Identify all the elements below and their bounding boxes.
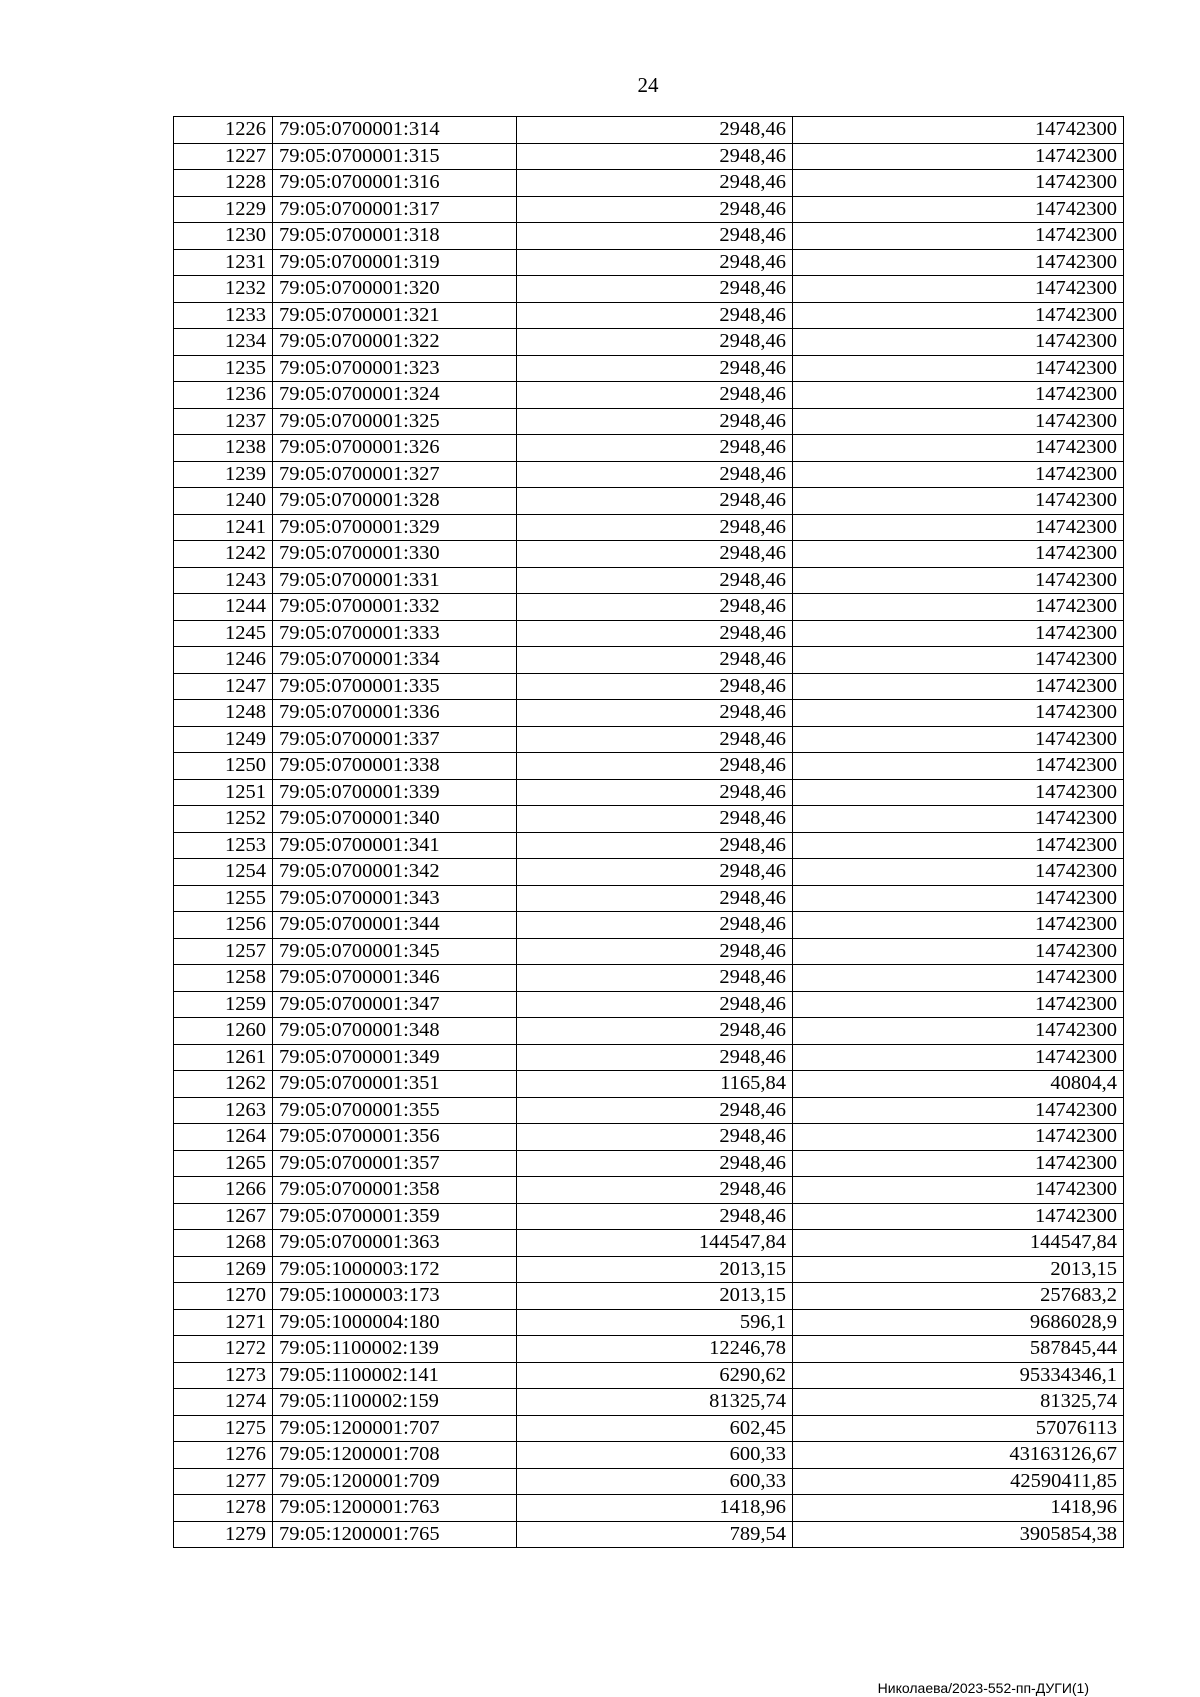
area-cell: 2948,46 xyxy=(517,302,793,329)
table-row xyxy=(174,1230,1124,1257)
area-cell: 2948,46 xyxy=(517,832,793,859)
value-cell: 9686028,9 xyxy=(793,1309,1124,1336)
value-cell: 14742300 xyxy=(793,938,1124,965)
table-row xyxy=(174,329,1124,356)
table-row xyxy=(174,753,1124,780)
value-cell: 40804,4 xyxy=(793,1071,1124,1098)
value-cell: 43163126,67 xyxy=(793,1442,1124,1469)
row-number-cell: 1279 xyxy=(174,1521,273,1548)
area-cell: 2948,46 xyxy=(517,965,793,992)
table-row xyxy=(174,1442,1124,1469)
table-row xyxy=(174,1309,1124,1336)
table-row xyxy=(174,912,1124,939)
row-number-cell: 1278 xyxy=(174,1495,273,1522)
value-cell: 14742300 xyxy=(793,567,1124,594)
value-cell: 14742300 xyxy=(793,991,1124,1018)
value-cell: 14742300 xyxy=(793,117,1124,144)
cadastral-number-cell: 79:05:1200001:709 xyxy=(273,1468,517,1495)
value-cell: 14742300 xyxy=(793,408,1124,435)
table-row xyxy=(174,1018,1124,1045)
row-number-cell: 1254 xyxy=(174,859,273,886)
cadastral-number-cell: 79:05:0700001:357 xyxy=(273,1150,517,1177)
table-row xyxy=(174,1521,1124,1548)
table-row xyxy=(174,488,1124,515)
table-row xyxy=(174,726,1124,753)
cadastral-number-cell: 79:05:0700001:333 xyxy=(273,620,517,647)
cadastral-number-cell: 79:05:0700001:341 xyxy=(273,832,517,859)
area-cell: 2948,46 xyxy=(517,1177,793,1204)
cadastral-number-cell: 79:05:0700001:330 xyxy=(273,541,517,568)
row-number-cell: 1235 xyxy=(174,355,273,382)
cadastral-number-cell: 79:05:1000003:173 xyxy=(273,1283,517,1310)
row-number-cell: 1274 xyxy=(174,1389,273,1416)
area-cell: 2948,46 xyxy=(517,355,793,382)
cadastral-number-cell: 79:05:0700001:346 xyxy=(273,965,517,992)
table-row xyxy=(174,673,1124,700)
value-cell: 95334346,1 xyxy=(793,1362,1124,1389)
cadastral-number-cell: 79:05:0700001:319 xyxy=(273,249,517,276)
row-number-cell: 1232 xyxy=(174,276,273,303)
row-number-cell: 1259 xyxy=(174,991,273,1018)
value-cell: 14742300 xyxy=(793,1150,1124,1177)
value-cell: 14742300 xyxy=(793,223,1124,250)
table-row xyxy=(174,779,1124,806)
cadastral-number-cell: 79:05:0700001:358 xyxy=(273,1177,517,1204)
row-number-cell: 1268 xyxy=(174,1230,273,1257)
row-number-cell: 1231 xyxy=(174,249,273,276)
area-cell: 81325,74 xyxy=(517,1389,793,1416)
row-number-cell: 1262 xyxy=(174,1071,273,1098)
row-number-cell: 1234 xyxy=(174,329,273,356)
table-row xyxy=(174,435,1124,462)
value-cell: 3905854,38 xyxy=(793,1521,1124,1548)
row-number-cell: 1242 xyxy=(174,541,273,568)
cadastral-number-cell: 79:05:0700001:322 xyxy=(273,329,517,356)
row-number-cell: 1265 xyxy=(174,1150,273,1177)
table-row xyxy=(174,1389,1124,1416)
value-cell: 14742300 xyxy=(793,461,1124,488)
value-cell: 14742300 xyxy=(793,647,1124,674)
cadastral-number-cell: 79:05:0700001:348 xyxy=(273,1018,517,1045)
area-cell: 2948,46 xyxy=(517,567,793,594)
table-row xyxy=(174,1177,1124,1204)
row-number-cell: 1240 xyxy=(174,488,273,515)
table-body xyxy=(174,117,1124,1548)
cadastral-number-cell: 79:05:0700001:342 xyxy=(273,859,517,886)
row-number-cell: 1236 xyxy=(174,382,273,409)
table-row xyxy=(174,408,1124,435)
row-number-cell: 1260 xyxy=(174,1018,273,1045)
table-row xyxy=(174,117,1124,144)
row-number-cell: 1227 xyxy=(174,143,273,170)
area-cell: 2948,46 xyxy=(517,647,793,674)
cadastral-number-cell: 79:05:0700001:323 xyxy=(273,355,517,382)
table-row xyxy=(174,170,1124,197)
table-row xyxy=(174,620,1124,647)
area-cell: 2948,46 xyxy=(517,753,793,780)
table-row xyxy=(174,859,1124,886)
table-row xyxy=(174,382,1124,409)
row-number-cell: 1261 xyxy=(174,1044,273,1071)
table-row xyxy=(174,647,1124,674)
area-cell: 2948,46 xyxy=(517,726,793,753)
area-cell: 2948,46 xyxy=(517,912,793,939)
table-row xyxy=(174,1336,1124,1363)
row-number-cell: 1277 xyxy=(174,1468,273,1495)
table-row xyxy=(174,885,1124,912)
table-row xyxy=(174,302,1124,329)
value-cell: 1418,96 xyxy=(793,1495,1124,1522)
area-cell: 2948,46 xyxy=(517,408,793,435)
cadastral-number-cell: 79:05:1100002:141 xyxy=(273,1362,517,1389)
row-number-cell: 1249 xyxy=(174,726,273,753)
value-cell: 14742300 xyxy=(793,1203,1124,1230)
value-cell: 14742300 xyxy=(793,1044,1124,1071)
area-cell: 2948,46 xyxy=(517,594,793,621)
area-cell: 2948,46 xyxy=(517,435,793,462)
area-cell: 2948,46 xyxy=(517,196,793,223)
area-cell: 2948,46 xyxy=(517,1044,793,1071)
cadastral-number-cell: 79:05:0700001:326 xyxy=(273,435,517,462)
value-cell: 14742300 xyxy=(793,488,1124,515)
area-cell: 2948,46 xyxy=(517,1097,793,1124)
table-row xyxy=(174,1495,1124,1522)
table-row xyxy=(174,1415,1124,1442)
value-cell: 14742300 xyxy=(793,779,1124,806)
area-cell: 2948,46 xyxy=(517,488,793,515)
table-row xyxy=(174,355,1124,382)
row-number-cell: 1230 xyxy=(174,223,273,250)
row-number-cell: 1269 xyxy=(174,1256,273,1283)
cadastral-number-cell: 79:05:0700001:315 xyxy=(273,143,517,170)
cadastral-number-cell: 79:05:1200001:708 xyxy=(273,1442,517,1469)
value-cell: 14742300 xyxy=(793,276,1124,303)
row-number-cell: 1270 xyxy=(174,1283,273,1310)
area-cell: 2948,46 xyxy=(517,885,793,912)
table-row xyxy=(174,991,1124,1018)
value-cell: 14742300 xyxy=(793,514,1124,541)
row-number-cell: 1275 xyxy=(174,1415,273,1442)
cadastral-number-cell: 79:05:0700001:317 xyxy=(273,196,517,223)
table-row xyxy=(174,965,1124,992)
row-number-cell: 1237 xyxy=(174,408,273,435)
cadastral-number-cell: 79:05:1200001:763 xyxy=(273,1495,517,1522)
value-cell: 14742300 xyxy=(793,912,1124,939)
area-cell: 2948,46 xyxy=(517,1203,793,1230)
cadastral-number-cell: 79:05:0700001:320 xyxy=(273,276,517,303)
row-number-cell: 1273 xyxy=(174,1362,273,1389)
value-cell: 14742300 xyxy=(793,965,1124,992)
row-number-cell: 1266 xyxy=(174,1177,273,1204)
cadastral-number-cell: 79:05:0700001:340 xyxy=(273,806,517,833)
row-number-cell: 1245 xyxy=(174,620,273,647)
area-cell: 2948,46 xyxy=(517,170,793,197)
area-cell: 2948,46 xyxy=(517,700,793,727)
row-number-cell: 1229 xyxy=(174,196,273,223)
cadastral-number-cell: 79:05:0700001:329 xyxy=(273,514,517,541)
area-cell: 2948,46 xyxy=(517,1018,793,1045)
area-cell: 2948,46 xyxy=(517,991,793,1018)
cadastral-number-cell: 79:05:0700001:321 xyxy=(273,302,517,329)
value-cell: 14742300 xyxy=(793,859,1124,886)
row-number-cell: 1233 xyxy=(174,302,273,329)
row-number-cell: 1264 xyxy=(174,1124,273,1151)
row-number-cell: 1238 xyxy=(174,435,273,462)
area-cell: 2948,46 xyxy=(517,620,793,647)
row-number-cell: 1228 xyxy=(174,170,273,197)
table-row xyxy=(174,461,1124,488)
value-cell: 587845,44 xyxy=(793,1336,1124,1363)
table-row xyxy=(174,1203,1124,1230)
area-cell: 2948,46 xyxy=(517,1124,793,1151)
row-number-cell: 1255 xyxy=(174,885,273,912)
value-cell: 14742300 xyxy=(793,355,1124,382)
table-row xyxy=(174,1283,1124,1310)
table-row xyxy=(174,1362,1124,1389)
cadastral-table xyxy=(173,116,1124,1548)
cadastral-number-cell: 79:05:0700001:344 xyxy=(273,912,517,939)
table-row xyxy=(174,276,1124,303)
value-cell: 81325,74 xyxy=(793,1389,1124,1416)
row-number-cell: 1239 xyxy=(174,461,273,488)
row-number-cell: 1247 xyxy=(174,673,273,700)
row-number-cell: 1253 xyxy=(174,832,273,859)
value-cell: 42590411,85 xyxy=(793,1468,1124,1495)
value-cell: 14742300 xyxy=(793,726,1124,753)
cadastral-number-cell: 79:05:0700001:337 xyxy=(273,726,517,753)
area-cell: 789,54 xyxy=(517,1521,793,1548)
area-cell: 2948,46 xyxy=(517,673,793,700)
table-row xyxy=(174,1097,1124,1124)
row-number-cell: 1246 xyxy=(174,647,273,674)
table-row xyxy=(174,1150,1124,1177)
area-cell: 1418,96 xyxy=(517,1495,793,1522)
cadastral-number-cell: 79:05:0700001:356 xyxy=(273,1124,517,1151)
cadastral-number-cell: 79:05:0700001:359 xyxy=(273,1203,517,1230)
cadastral-number-cell: 79:05:0700001:332 xyxy=(273,594,517,621)
table-row xyxy=(174,594,1124,621)
area-cell: 2948,46 xyxy=(517,461,793,488)
row-number-cell: 1256 xyxy=(174,912,273,939)
area-cell: 2013,15 xyxy=(517,1283,793,1310)
cadastral-number-cell: 79:05:0700001:339 xyxy=(273,779,517,806)
table-row xyxy=(174,806,1124,833)
cadastral-number-cell: 79:05:0700001:351 xyxy=(273,1071,517,1098)
document-footer-id: Николаева/2023-552-пп-ДУГИ(1) xyxy=(877,1680,1089,1696)
area-cell: 2948,46 xyxy=(517,329,793,356)
cadastral-number-cell: 79:05:0700001:325 xyxy=(273,408,517,435)
row-number-cell: 1226 xyxy=(174,117,273,144)
value-cell: 14742300 xyxy=(793,1097,1124,1124)
cadastral-number-cell: 79:05:0700001:316 xyxy=(273,170,517,197)
cadastral-number-cell: 79:05:0700001:349 xyxy=(273,1044,517,1071)
table-row xyxy=(174,541,1124,568)
value-cell: 14742300 xyxy=(793,1018,1124,1045)
row-number-cell: 1258 xyxy=(174,965,273,992)
area-cell: 602,45 xyxy=(517,1415,793,1442)
table-row xyxy=(174,1256,1124,1283)
area-cell: 2948,46 xyxy=(517,938,793,965)
area-cell: 2948,46 xyxy=(517,249,793,276)
cadastral-number-cell: 79:05:1000003:172 xyxy=(273,1256,517,1283)
value-cell: 144547,84 xyxy=(793,1230,1124,1257)
area-cell: 1165,84 xyxy=(517,1071,793,1098)
row-number-cell: 1248 xyxy=(174,700,273,727)
value-cell: 14742300 xyxy=(793,170,1124,197)
cadastral-number-cell: 79:05:0700001:338 xyxy=(273,753,517,780)
cadastral-number-cell: 79:05:1000004:180 xyxy=(273,1309,517,1336)
table-row xyxy=(174,700,1124,727)
value-cell: 14742300 xyxy=(793,885,1124,912)
table-row xyxy=(174,1071,1124,1098)
cadastral-number-cell: 79:05:0700001:355 xyxy=(273,1097,517,1124)
page-number: 24 xyxy=(637,73,659,97)
area-cell: 2948,46 xyxy=(517,514,793,541)
area-cell: 2948,46 xyxy=(517,223,793,250)
cadastral-number-cell: 79:05:0700001:328 xyxy=(273,488,517,515)
cadastral-number-cell: 79:05:0700001:343 xyxy=(273,885,517,912)
area-cell: 2948,46 xyxy=(517,779,793,806)
cadastral-number-cell: 79:05:0700001:327 xyxy=(273,461,517,488)
value-cell: 14742300 xyxy=(793,541,1124,568)
area-cell: 600,33 xyxy=(517,1468,793,1495)
cadastral-number-cell: 79:05:0700001:324 xyxy=(273,382,517,409)
cadastral-number-cell: 79:05:1200001:707 xyxy=(273,1415,517,1442)
row-number-cell: 1241 xyxy=(174,514,273,541)
row-number-cell: 1271 xyxy=(174,1309,273,1336)
area-cell: 2948,46 xyxy=(517,859,793,886)
cadastral-number-cell: 79:05:0700001:334 xyxy=(273,647,517,674)
value-cell: 14742300 xyxy=(793,1177,1124,1204)
row-number-cell: 1263 xyxy=(174,1097,273,1124)
value-cell: 14742300 xyxy=(793,302,1124,329)
row-number-cell: 1251 xyxy=(174,779,273,806)
table-row xyxy=(174,567,1124,594)
row-number-cell: 1244 xyxy=(174,594,273,621)
row-number-cell: 1243 xyxy=(174,567,273,594)
area-cell: 2948,46 xyxy=(517,806,793,833)
table-row xyxy=(174,143,1124,170)
table-row xyxy=(174,938,1124,965)
cadastral-number-cell: 79:05:1100002:139 xyxy=(273,1336,517,1363)
value-cell: 14742300 xyxy=(793,700,1124,727)
value-cell: 257683,2 xyxy=(793,1283,1124,1310)
row-number-cell: 1276 xyxy=(174,1442,273,1469)
value-cell: 57076113 xyxy=(793,1415,1124,1442)
area-cell: 596,1 xyxy=(517,1309,793,1336)
value-cell: 14742300 xyxy=(793,832,1124,859)
value-cell: 14742300 xyxy=(793,435,1124,462)
row-number-cell: 1250 xyxy=(174,753,273,780)
cadastral-number-cell: 79:05:0700001:318 xyxy=(273,223,517,250)
value-cell: 14742300 xyxy=(793,249,1124,276)
value-cell: 14742300 xyxy=(793,196,1124,223)
table-row xyxy=(174,1044,1124,1071)
cadastral-number-cell: 79:05:0700001:335 xyxy=(273,673,517,700)
value-cell: 14742300 xyxy=(793,329,1124,356)
cadastral-number-cell: 79:05:1200001:765 xyxy=(273,1521,517,1548)
table-row xyxy=(174,1124,1124,1151)
value-cell: 14742300 xyxy=(793,806,1124,833)
cadastral-number-cell: 79:05:0700001:347 xyxy=(273,991,517,1018)
row-number-cell: 1267 xyxy=(174,1203,273,1230)
value-cell: 14742300 xyxy=(793,1124,1124,1151)
area-cell: 2948,46 xyxy=(517,117,793,144)
cadastral-number-cell: 79:05:0700001:363 xyxy=(273,1230,517,1257)
area-cell: 2013,15 xyxy=(517,1256,793,1283)
value-cell: 14742300 xyxy=(793,143,1124,170)
area-cell: 2948,46 xyxy=(517,143,793,170)
cadastral-number-cell: 79:05:1100002:159 xyxy=(273,1389,517,1416)
table-row xyxy=(174,196,1124,223)
value-cell: 2013,15 xyxy=(793,1256,1124,1283)
value-cell: 14742300 xyxy=(793,620,1124,647)
area-cell: 12246,78 xyxy=(517,1336,793,1363)
area-cell: 6290,62 xyxy=(517,1362,793,1389)
area-cell: 144547,84 xyxy=(517,1230,793,1257)
area-cell: 2948,46 xyxy=(517,276,793,303)
table-row xyxy=(174,832,1124,859)
table-row xyxy=(174,223,1124,250)
table-row xyxy=(174,1468,1124,1495)
table-row xyxy=(174,514,1124,541)
value-cell: 14742300 xyxy=(793,594,1124,621)
area-cell: 2948,46 xyxy=(517,1150,793,1177)
value-cell: 14742300 xyxy=(793,753,1124,780)
area-cell: 2948,46 xyxy=(517,382,793,409)
value-cell: 14742300 xyxy=(793,673,1124,700)
row-number-cell: 1252 xyxy=(174,806,273,833)
area-cell: 600,33 xyxy=(517,1442,793,1469)
area-cell: 2948,46 xyxy=(517,541,793,568)
cadastral-number-cell: 79:05:0700001:336 xyxy=(273,700,517,727)
table-row xyxy=(174,249,1124,276)
row-number-cell: 1272 xyxy=(174,1336,273,1363)
cadastral-number-cell: 79:05:0700001:314 xyxy=(273,117,517,144)
cadastral-number-cell: 79:05:0700001:331 xyxy=(273,567,517,594)
row-number-cell: 1257 xyxy=(174,938,273,965)
value-cell: 14742300 xyxy=(793,382,1124,409)
cadastral-number-cell: 79:05:0700001:345 xyxy=(273,938,517,965)
